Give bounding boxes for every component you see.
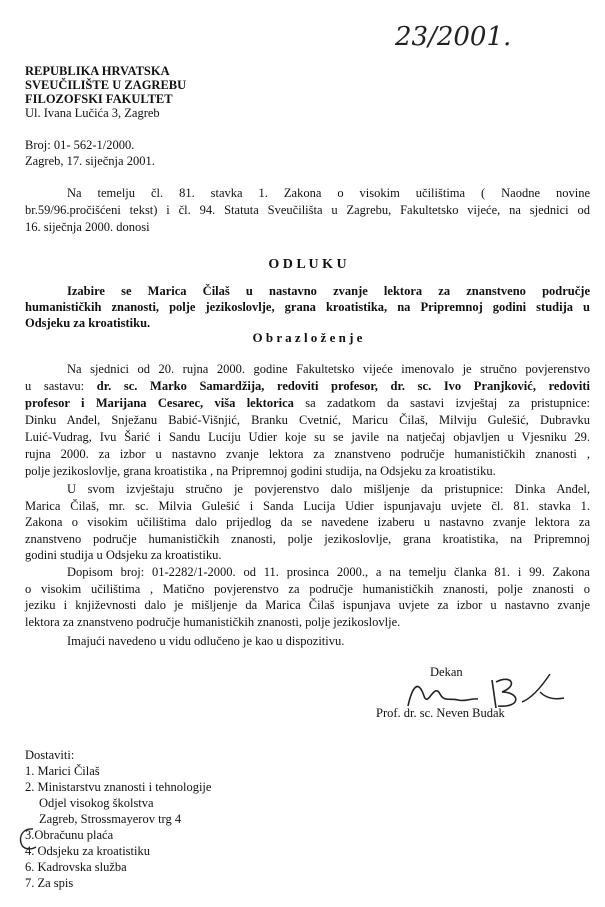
- text-line: Dopisom broj: 01-2282/1-2000. od 11. prosinca 2000., a na temelju članka 81. i 99. Zakona: [67, 565, 590, 579]
- explanation-paragraph-4: [25, 634, 590, 648]
- distribution-list: [25, 747, 590, 891]
- text-run: sa zadatkom da sastavi izvještaj za pristupnice:: [293, 396, 590, 410]
- intro-paragraph: [25, 185, 590, 236]
- reference-number: Broj: 01- 562-1/2000.: [25, 138, 135, 152]
- text-line: o visokim učilištima , Matično povjerenstvo za područje humanističkih znanosti, polje znanosti o: [25, 581, 590, 596]
- decision-line: humanističkih znanosti, polje jezikoslovlje, grana kroatistika, na Pripremnoj godini studija u: [25, 300, 590, 314]
- decision-line: Odsjeku za kroatistiku.: [25, 316, 151, 330]
- list-item: 7. Za spis: [25, 876, 74, 890]
- decision-title: O D L U K U: [268, 257, 347, 272]
- text-line: Imajući navedeno u vidu odlučeno je kao u dispozitivu.: [67, 634, 345, 648]
- intro-line: br.59/96.pročišćeni tekst) i čl. 94. Statuta Sveučilišta u Zagrebu, Fakultetsko vijeće, na sjednici od: [25, 203, 590, 217]
- header-address: Ul. Ivana Lučića 3, Zagreb: [25, 106, 160, 120]
- header-faculty: FILOZOFSKI FAKULTET: [25, 92, 173, 106]
- text-line: [25, 395, 590, 412]
- text-line: Dinku Anđel, Snježanu Babić-Višnjić, Branku Cvetnić, Maricu Čilaš, Milviju Gulešić, Dubravku: [25, 413, 590, 427]
- document-date: Zagreb, 17. siječnja 2001.: [25, 154, 155, 168]
- text-line: polje jezikoslovlje, grana kroatistika , na Pripremnoj godini studija, na Odsjeku za kroatistiku.: [25, 464, 496, 478]
- explanation-paragraph-2: [25, 481, 590, 564]
- explanation-paragraph-3: [25, 564, 590, 630]
- text-line: znanstveno područje humanističkih znanosti, polje jezikoslovlje, grana kroatistika, na Pripremnoj: [25, 531, 590, 546]
- intro-line: Na temelju čl. 81. stavka 1. Zakona o visokim učilištima ( Naodne novine: [67, 186, 590, 200]
- list-item: Odjel visokog školstva: [39, 796, 154, 810]
- list-item: 4. Odsjeku za kroatistiku: [25, 844, 150, 858]
- text-line: [25, 378, 590, 395]
- signatory-name: Prof. dr. sc. Neven Budak: [376, 706, 505, 720]
- text-line: godini studija u Odsjeku za kroatistiku.: [25, 548, 222, 562]
- list-item: 1. Marici Čilaš: [25, 764, 100, 778]
- distribution-title: Dostaviti:: [25, 748, 75, 762]
- explanation-paragraph-1: [25, 361, 590, 480]
- committee-members: profesor i Marijana Cesarec, viša lektorica: [25, 396, 294, 410]
- text-line: U svom izvještaju stručno je povjerenstvo dalo mišljenje da pristupnice: Dinka Anđel,: [67, 482, 590, 496]
- text-line: jeziku i književnosti dalo je mišljenje da Marica Čilaš ispunjava uvjete za izbor u nastavno zvanje: [25, 598, 590, 612]
- reference-block: [25, 137, 590, 169]
- committee-members: dr. sc. Marko Samardžija, redoviti profesor, dr. sc. Ivo Pranjković, redoviti: [96, 379, 591, 393]
- text-line: Zakona o visokim učilištima dalo prijedlog da se navedene izaberu u nastavno zvanje lektora za: [25, 515, 590, 529]
- header-university: SVEUČILIŠTE U ZAGREBU: [25, 78, 187, 92]
- letterhead: [25, 64, 590, 120]
- decision-paragraph: [25, 283, 590, 331]
- explanation-title: O b r a z l o ž e n j e: [252, 330, 363, 345]
- list-item: Zagreb, Strossmayerov trg 4: [39, 812, 182, 826]
- text-line: Na sjednici od 20. rujna 2000. godine Fakultetsko vijeće imenovalo je stručno povjerenstvo: [67, 362, 590, 376]
- list-item: 3.Obračunu plaća: [25, 828, 114, 842]
- handwritten-reference: 23/2001.: [395, 22, 512, 52]
- text-line: Marica Čilaš, mr. sc. Milvia Gulešić i Sanda Lucija Udier ispunjavaju uvjete čl. 81. stavka 1.: [25, 498, 590, 513]
- text-line: Luić-Vudrag, Ivu Šarić i Sandu Luciju Udier koje su se javile na natječaj objavljen u Vjesniku 29.: [25, 430, 590, 444]
- text-line: lektora za znanstveno područje humanističkih znanosti, polje jezikoslovlje.: [25, 614, 401, 629]
- text-run: u sastavu:: [25, 379, 97, 393]
- intro-line: 16. siječnja 2000. donosi: [25, 220, 150, 234]
- signature-role: Dekan: [430, 665, 463, 679]
- header-country: REPUBLIKA HRVATSKA: [25, 64, 170, 78]
- list-item: 2. Ministarstvu znanosti i tehnologije: [25, 780, 212, 794]
- decision-line: Izabire se Marica Čilaš u nastavno zvanje lektora za znanstveno područje: [67, 284, 590, 298]
- handwritten-circle-mark: [17, 826, 39, 852]
- text-line: rujna 2000. za izbor u nastavno zvanje lektora za znanstveno područje humanističkih znanosti ,: [25, 447, 590, 461]
- list-item: 6. Kadrovska služba: [25, 860, 127, 874]
